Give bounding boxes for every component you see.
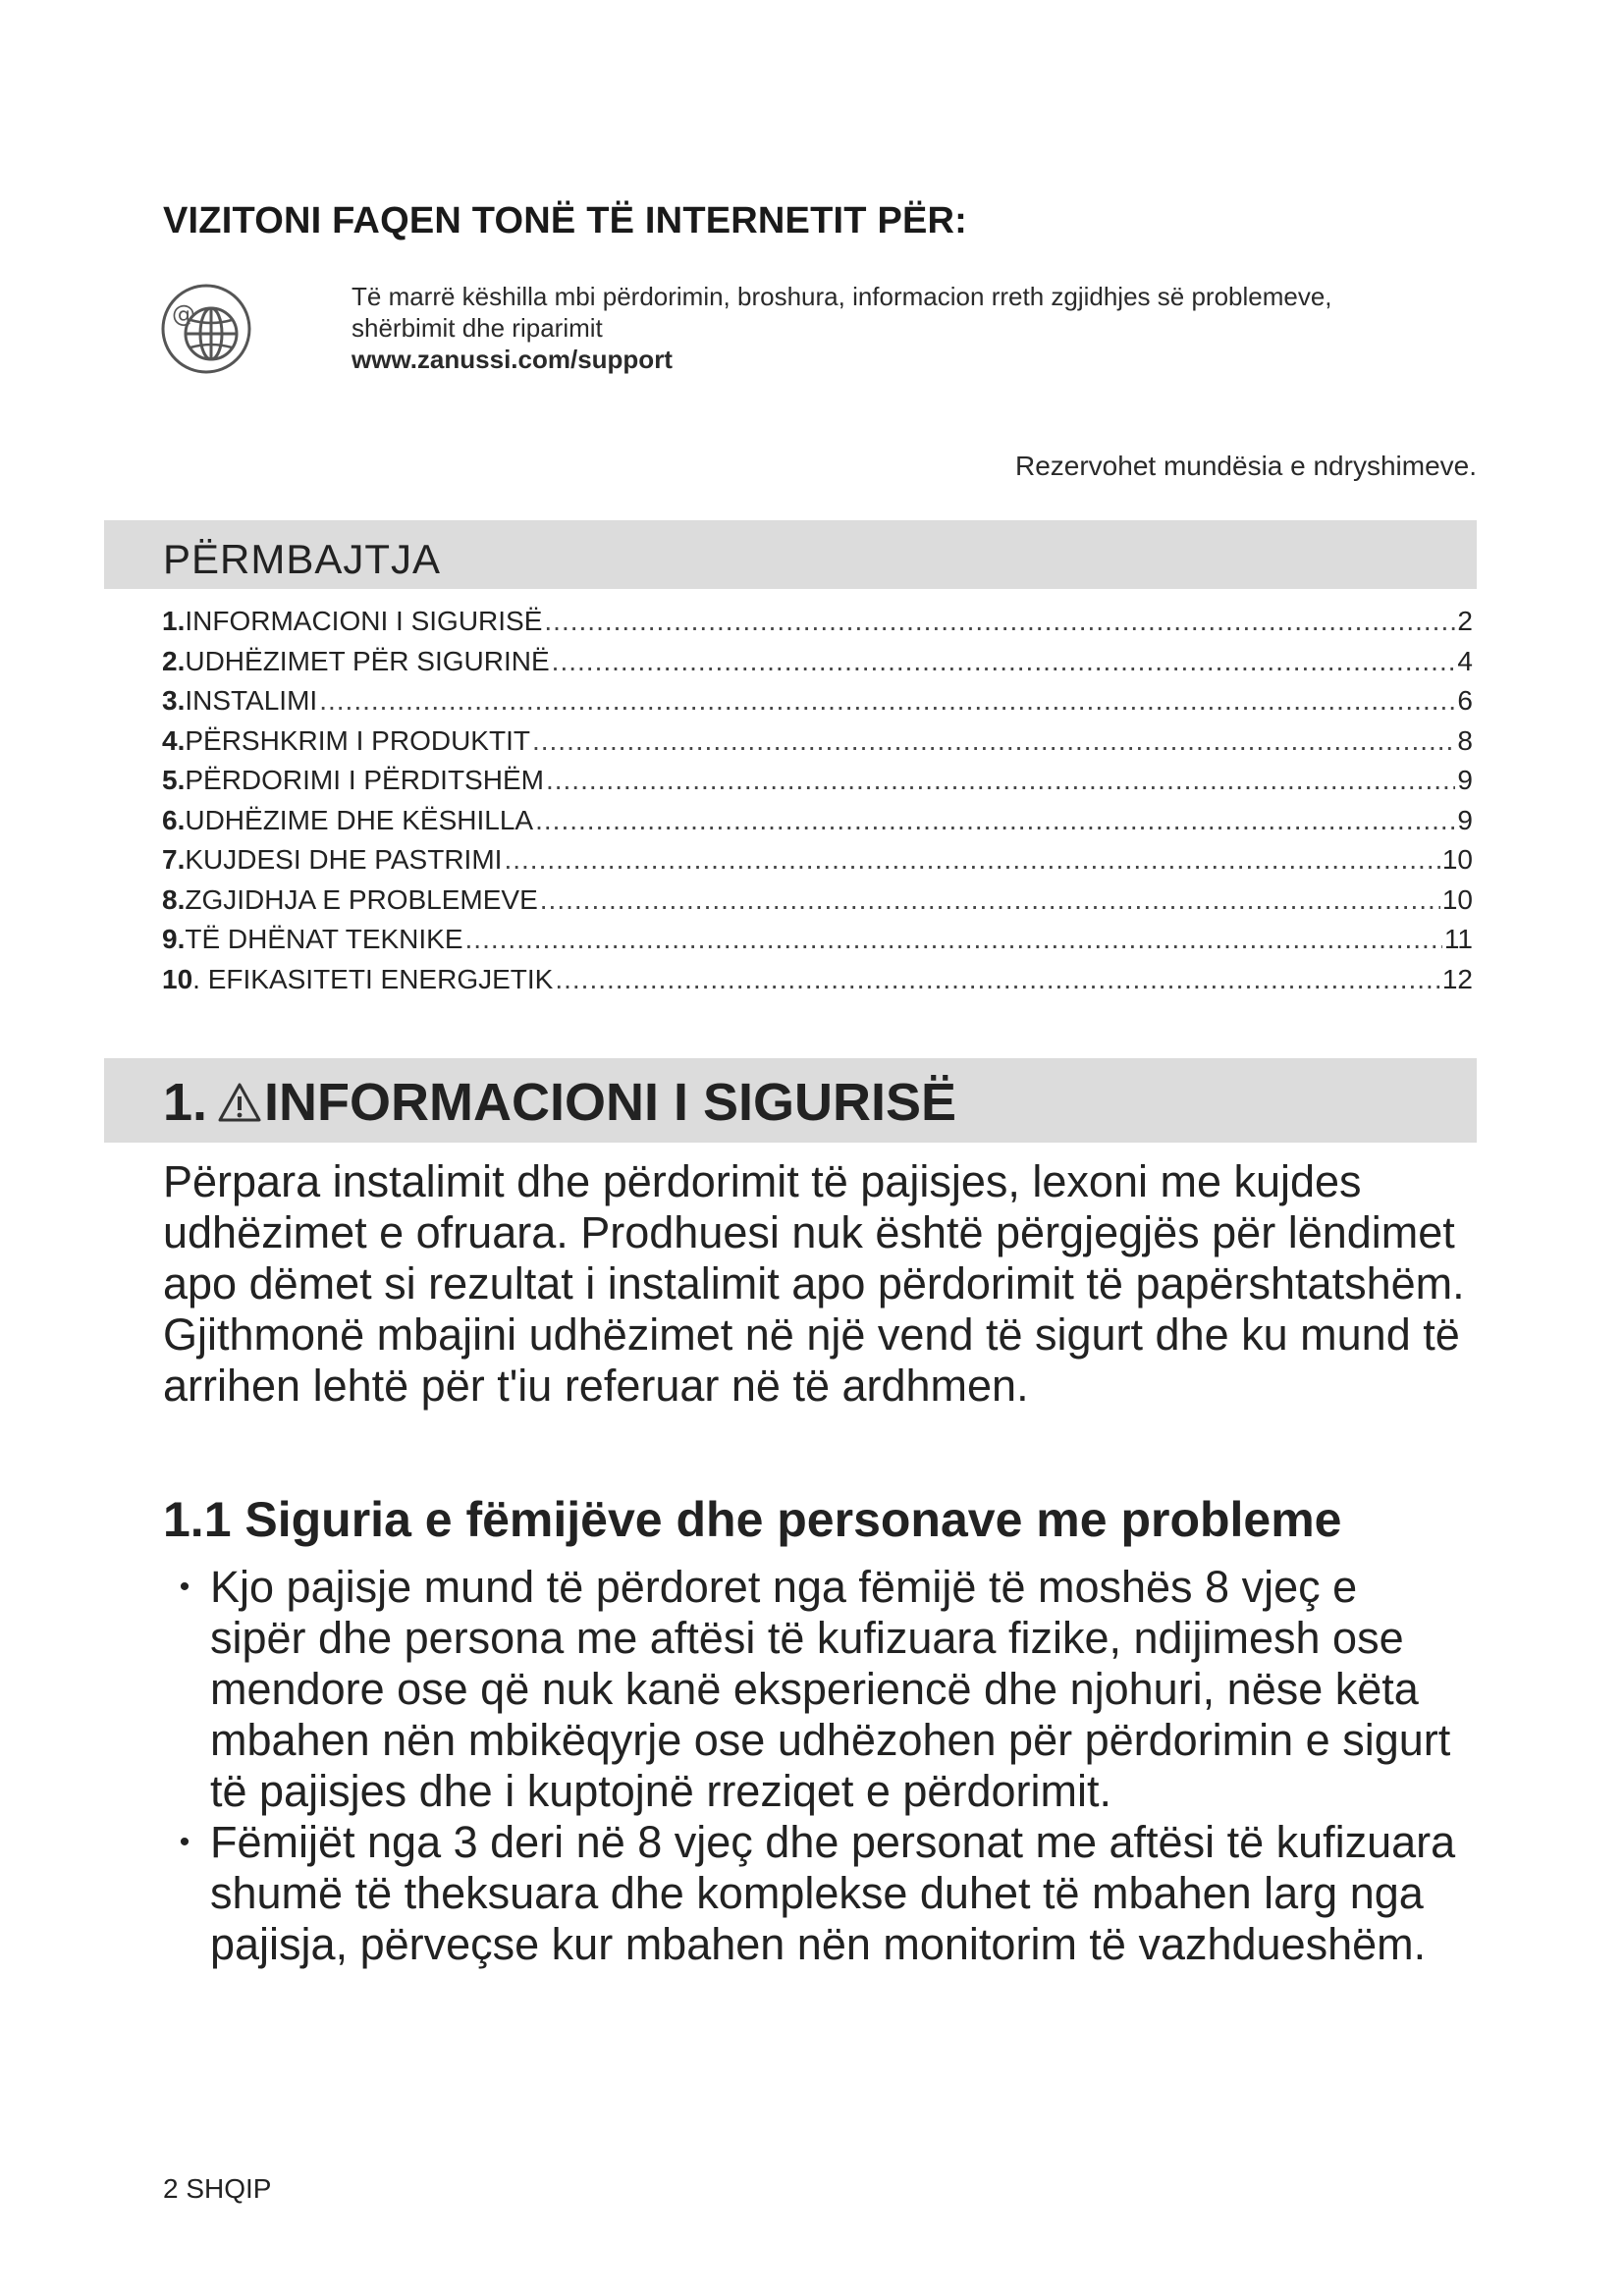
toc-item-page: 10 [1441,883,1473,915]
toc-leader [504,844,1439,876]
toc-item-label: INFORMACIONI I SIGURISË [185,606,543,636]
toc-item[interactable] [162,725,1473,766]
toc-leader [465,924,1442,955]
toc-leader [552,646,1456,677]
toc-item[interactable] [162,646,1473,686]
toc-item[interactable] [162,964,1473,1004]
toc-item[interactable] [162,924,1473,964]
safety-bullet-list [163,1562,1459,1970]
bullet-text: Fëmijët nga 3 deri në 8 vjeç dhe personat me aftësi të kufizuara shumë të theksuara dhe komplekse duhet të mbahen larg nga pajisja, përveçse kur mbahen nën monitorim të vazhdueshëm. [210,1817,1456,1969]
support-link[interactable]: www.zanussi.com/support [352,345,673,374]
reserve-note: Rezervohet mundësia e ndryshimeve. [1014,451,1477,481]
toc-item-number: 1. [162,606,186,636]
toc-item-page: 10 [1441,844,1473,875]
toc-item-label: INSTALIMI [185,685,318,716]
list-item [163,1562,1459,1817]
visit-description: Të marrë këshilla mbi përdorimin, broshura, informacion rreth zgjidhjes së problemeve, shërbimit dhe riparimit [352,282,1332,343]
globe-at-icon [160,283,252,375]
bullet-text: Kjo pajisje mund të përdoret nga fëmijë të moshës 8 vjeç e sipër dhe persona me aftësi të kufizuara fizike, ndijimesh ose mendore ose që nuk kanë eksperiencë dhe njohuri, nëse këta mbahen nën mbikëqyrje ose udhëzohen për përdorimin e sigurt të pajisjes dhe i kuptojnë rreziqet e përdorimit. [210,1562,1451,1816]
toc-item-page: 8 [1457,724,1473,756]
toc-leader [555,964,1440,995]
toc-title: PËRMBAJTJA [163,536,442,582]
toc-header-bar [104,520,1477,589]
table-of-contents [162,606,1473,1003]
warning-triangle-icon [217,1082,262,1123]
toc-item-number: 10 [162,963,193,994]
section-header-bar [104,1058,1477,1143]
toc-item-number: 5. [162,765,186,795]
toc-item-number: 6. [162,804,186,835]
toc-item[interactable] [162,685,1473,725]
toc-item[interactable] [162,765,1473,805]
toc-item-label: KUJDESI DHE PASTRIMI [185,844,503,875]
subsection-title: 1.1 Siguria e fëmijëve dhe personave me probleme [163,1492,1342,1547]
visit-info [352,281,1333,375]
toc-leader [540,884,1440,916]
toc-leader [546,765,1455,796]
toc-item[interactable] [162,884,1473,925]
toc-item-label: UDHËZIME DHE KËSHILLA [185,804,534,835]
toc-item-page: 2 [1457,606,1473,636]
toc-item-number: 3. [162,685,186,716]
toc-item-number: 7. [162,844,186,875]
toc-item-page: 11 [1443,924,1473,954]
section-number: 1. [163,1073,208,1132]
toc-item-number: 4. [162,724,186,756]
toc-item-number: 2. [162,645,186,676]
intro-paragraph: Përpara instalimit dhe përdorimit të pajisjes, lexoni me kujdes udhëzimet e ofruara. Prodhuesi nuk është përgjegjës për lëndimet apo dëmet si rezultat i instalimit apo përdorimit të papërshtatshëm. Gjithmonë mbajini udhëzimet në një vend të sigurt dhe ku mund të arrihen lehtë për t'iu referuar në të ardhmen. [163,1156,1465,1411]
section-title [163,1072,956,1133]
toc-item-label: . EFIKASITETI ENERGJETIK [192,963,554,994]
toc-leader [535,805,1455,836]
toc-item-label: ZGJIDHJA E PROBLEMEVE [185,883,538,915]
bullet-icon: • [179,1571,190,1603]
bullet-icon: • [179,1826,190,1858]
toc-item-label: PËRDORIMI I PËRDITSHËM [185,765,544,795]
toc-item-page: 9 [1457,765,1473,795]
toc-item-label: PËRSHKRIM I PRODUKTIT [185,724,530,756]
list-item [163,1817,1459,1970]
toc-item-number: 8. [162,883,186,915]
section-heading: INFORMACIONI I SIGURISË [264,1073,957,1132]
toc-item-number: 9. [162,924,186,954]
toc-item[interactable] [162,844,1473,884]
toc-leader [319,685,1455,717]
toc-item-label: TË DHËNAT TEKNIKE [185,924,463,954]
toc-item[interactable] [162,805,1473,845]
toc-item-page: 4 [1457,645,1473,676]
toc-item-page: 9 [1457,804,1473,835]
toc-item[interactable] [162,606,1473,646]
toc-item-label: UDHËZIMET PËR SIGURINË [185,645,550,676]
toc-item-page: 12 [1441,963,1473,994]
svg-text:@: @ [172,300,195,328]
visit-heading: VIZITONI FAQEN TONË TË INTERNETIT PËR: [163,200,968,241]
toc-item-page: 6 [1457,685,1473,716]
toc-leader [544,606,1455,637]
page-footer: 2 SHQIP [163,2173,272,2204]
toc-leader [532,725,1455,757]
